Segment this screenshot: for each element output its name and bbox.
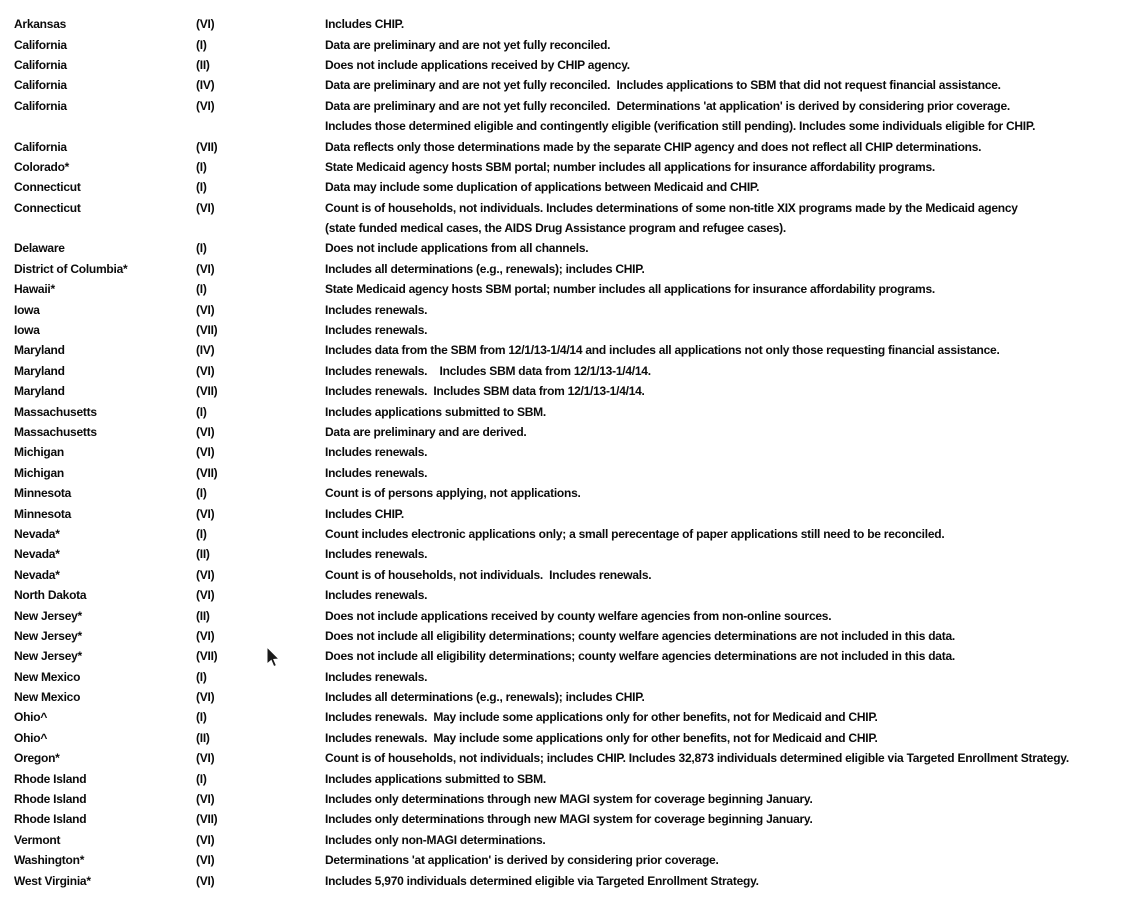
row-line	[0, 401, 1140, 421]
table-row	[0, 136, 1140, 156]
note-cell: Data reflects only those determinations made by the separate CHIP agency and does not reflect all CHIP determinations.	[325, 139, 982, 154]
state-cell: Rhode Island	[14, 812, 87, 827]
table-row	[0, 320, 1140, 340]
row-line	[0, 728, 1140, 748]
row-continuation-line	[0, 116, 1140, 136]
state-cell: Rhode Island	[14, 771, 87, 786]
state-cell: New Jersey*	[14, 628, 82, 643]
row-line	[0, 524, 1140, 544]
table-row	[0, 198, 1140, 239]
reference-code-cell: (I)	[196, 159, 207, 174]
reference-code-cell: (II)	[196, 57, 210, 72]
state-cell: Delaware	[14, 241, 65, 256]
table-row	[0, 503, 1140, 523]
reference-code-cell: (VI)	[196, 792, 215, 807]
row-line	[0, 136, 1140, 156]
state-cell: New Mexico	[14, 669, 81, 684]
note-cell: Includes renewals.	[325, 465, 428, 480]
state-cell: District of Columbia*	[14, 261, 128, 276]
reference-code-cell: (I)	[196, 526, 207, 541]
state-cell: New Jersey*	[14, 608, 82, 623]
reference-code-cell: (I)	[196, 180, 207, 195]
row-line	[0, 463, 1140, 483]
row-line	[0, 483, 1140, 503]
reference-code-cell: (I)	[196, 404, 207, 419]
table-row	[0, 748, 1140, 768]
note-cell: Determinations 'at application' is derived by considering prior coverage.	[325, 853, 719, 868]
reference-code-cell: (I)	[196, 282, 207, 297]
note-cell: Includes only non-MAGI determinations.	[325, 832, 546, 847]
note-cell: Includes CHIP.	[325, 17, 404, 32]
state-cell: Ohio^	[14, 730, 48, 745]
row-line	[0, 279, 1140, 299]
row-line	[0, 340, 1140, 360]
state-cell: California	[14, 78, 67, 93]
reference-code-cell: (VI)	[196, 751, 215, 766]
row-line	[0, 544, 1140, 564]
state-cell: Connecticut	[14, 180, 81, 195]
row-line	[0, 320, 1140, 340]
note-cell: Count includes electronic applications only; a small perecentage of paper applications still need to be reconciled.	[325, 526, 945, 541]
state-cell: Nevada*	[14, 547, 60, 562]
note-cell: Includes those determined eligible and contingently eligible (verification still pending). Includes some individuals eligible for CHIP.	[325, 119, 1036, 134]
reference-code-cell: (VI)	[196, 98, 215, 113]
row-line	[0, 687, 1140, 707]
table-row	[0, 55, 1140, 75]
table-row	[0, 259, 1140, 279]
reference-code-cell: (I)	[196, 669, 207, 684]
row-line	[0, 238, 1140, 258]
table-row	[0, 401, 1140, 421]
note-cell: State Medicaid agency hosts SBM portal; number includes all applications for insurance affordability programs.	[325, 282, 935, 297]
table-row	[0, 524, 1140, 544]
reference-code-cell: (I)	[196, 37, 207, 52]
note-cell: Includes renewals.	[325, 588, 428, 603]
row-line	[0, 830, 1140, 850]
row-line	[0, 75, 1140, 95]
reference-code-cell: (VI)	[196, 567, 215, 582]
note-cell: Includes renewals. Includes SBM data from 12/1/13-1/4/14.	[325, 363, 651, 378]
state-cell: Colorado*	[14, 159, 70, 174]
table-row	[0, 361, 1140, 381]
reference-code-cell: (VI)	[196, 588, 215, 603]
note-cell: Includes applications submitted to SBM.	[325, 404, 546, 419]
note-cell: Data are preliminary and are derived.	[325, 425, 527, 439]
row-line	[0, 870, 1140, 890]
reference-code-cell: (VI)	[196, 363, 215, 378]
table-row	[0, 789, 1140, 809]
row-line	[0, 809, 1140, 829]
reference-code-cell: (IV)	[196, 78, 215, 93]
table-row	[0, 667, 1140, 687]
state-cell: New Jersey*	[14, 649, 82, 664]
row-line	[0, 259, 1140, 279]
state-cell: Connecticut	[14, 200, 81, 215]
reference-code-cell: (IV)	[196, 343, 215, 358]
table-row	[0, 707, 1140, 727]
reference-code-cell: (VI)	[196, 690, 215, 705]
note-cell: Data are preliminary and are not yet fully reconciled. Determinations 'at application' is derived by considering prior coverage.	[325, 98, 1011, 113]
row-line	[0, 34, 1140, 54]
state-cell: Maryland	[14, 384, 65, 399]
row-line	[0, 299, 1140, 319]
table-row	[0, 299, 1140, 319]
note-cell: State Medicaid agency hosts SBM portal; number includes all applications for insurance affordability programs.	[325, 159, 935, 174]
row-line	[0, 442, 1140, 462]
table-row	[0, 238, 1140, 258]
note-cell: Does not include applications from all channels.	[325, 241, 589, 256]
note-cell: (state funded medical cases, the AIDS Drug Assistance program and refugee cases).	[325, 221, 787, 236]
state-cell: Maryland	[14, 363, 65, 378]
table-row	[0, 687, 1140, 707]
note-cell: Count is of persons applying, not applications.	[325, 486, 581, 501]
table-row	[0, 483, 1140, 503]
row-line	[0, 503, 1140, 523]
row-line	[0, 646, 1140, 666]
state-cell: Rhode Island	[14, 792, 87, 807]
state-cell: Hawaii*	[14, 282, 55, 297]
row-line	[0, 361, 1140, 381]
reference-code-cell: (II)	[196, 547, 210, 562]
note-cell: Data may include some duplication of applications between Medicaid and CHIP.	[325, 180, 760, 195]
reference-code-cell: (VI)	[196, 628, 215, 643]
table-row	[0, 768, 1140, 788]
state-cell: Massachusetts	[14, 425, 97, 439]
table-row	[0, 809, 1140, 829]
row-line	[0, 789, 1140, 809]
row-line	[0, 626, 1140, 646]
row-line	[0, 748, 1140, 768]
table-row	[0, 75, 1140, 95]
reference-code-cell: (VI)	[196, 853, 215, 868]
state-cell: California	[14, 37, 67, 52]
reference-code-cell: (VII)	[196, 384, 218, 399]
table-row	[0, 381, 1140, 401]
table-row	[0, 157, 1140, 177]
note-cell: Does not include applications received by CHIP agency.	[325, 57, 630, 72]
note-cell: Data are preliminary and are not yet fully reconciled. Includes applications to SBM that did not request financial assistance.	[325, 78, 1001, 93]
note-cell: Includes renewals. May include some applications only for other benefits, not for Medicaid and CHIP.	[325, 710, 878, 725]
note-cell: Does not include all eligibility determinations; county welfare agencies determinations are not included in this data.	[325, 649, 955, 664]
state-cell: Arkansas	[14, 17, 67, 32]
table-row	[0, 422, 1140, 442]
state-cell: Vermont	[14, 832, 61, 847]
row-line	[0, 157, 1140, 177]
note-cell: Includes renewals.	[325, 669, 428, 684]
state-cell: Minnesota	[14, 506, 72, 521]
reference-code-cell: (VII)	[196, 323, 218, 338]
reference-code-cell: (VI)	[196, 17, 215, 32]
reference-code-cell: (II)	[196, 608, 210, 623]
note-cell: Includes CHIP.	[325, 506, 404, 521]
table-row	[0, 34, 1140, 54]
state-cell: Minnesota	[14, 486, 72, 501]
table-row	[0, 605, 1140, 625]
table-row	[0, 14, 1140, 34]
state-cell: Michigan	[14, 465, 65, 480]
note-cell: Count is of households, not individuals. Includes renewals.	[325, 567, 652, 582]
reference-code-cell: (I)	[196, 486, 207, 501]
table-row	[0, 870, 1140, 890]
table-row	[0, 544, 1140, 564]
state-cell: New Mexico	[14, 690, 81, 705]
state-cell: Washington*	[14, 853, 85, 868]
row-line	[0, 422, 1140, 442]
table-row	[0, 463, 1140, 483]
reference-code-cell: (I)	[196, 710, 207, 725]
row-line	[0, 850, 1140, 870]
note-cell: Includes only determinations through new MAGI system for coverage beginning January.	[325, 812, 813, 827]
reference-code-cell: (VI)	[196, 425, 215, 439]
reference-code-cell: (VI)	[196, 832, 215, 847]
reference-code-cell: (VII)	[196, 139, 218, 154]
reference-code-cell: (VII)	[196, 465, 218, 480]
reference-code-cell: (I)	[196, 771, 207, 786]
table-row	[0, 565, 1140, 585]
table-row	[0, 646, 1140, 666]
reference-code-cell: (VI)	[196, 200, 215, 215]
note-cell: Includes renewals.	[325, 302, 428, 317]
reference-code-cell: (VI)	[196, 302, 215, 317]
table-row	[0, 279, 1140, 299]
row-line	[0, 565, 1140, 585]
reference-code-cell: (VI)	[196, 506, 215, 521]
row-line	[0, 198, 1140, 218]
row-line	[0, 605, 1140, 625]
reference-code-cell: (II)	[196, 730, 210, 745]
state-cell: Michigan	[14, 445, 65, 460]
reference-code-cell: (VII)	[196, 812, 218, 827]
note-cell: Data are preliminary and are not yet fully reconciled.	[325, 37, 611, 52]
state-cell: Massachusetts	[14, 404, 97, 419]
table-row	[0, 850, 1140, 870]
row-continuation-line	[0, 218, 1140, 238]
note-cell: Includes renewals.	[325, 547, 428, 562]
table-row	[0, 96, 1140, 137]
note-cell: Count is of households, not individuals. Includes determinations of some non-title XIX programs made by the Medicaid agency	[325, 200, 1018, 215]
state-cell: California	[14, 98, 67, 113]
row-line	[0, 768, 1140, 788]
footnotes-table	[0, 14, 1140, 891]
state-cell: California	[14, 139, 67, 154]
note-cell: Includes all determinations (e.g., renewals); includes CHIP.	[325, 261, 645, 276]
state-cell: Ohio^	[14, 710, 48, 725]
note-cell: Does not include applications received by county welfare agencies from non-online sources.	[325, 608, 832, 623]
note-cell: Does not include all eligibility determinations; county welfare agencies determinations are not included in this data.	[325, 628, 955, 643]
table-row	[0, 830, 1140, 850]
state-cell: Maryland	[14, 343, 65, 358]
state-cell: Iowa	[14, 323, 40, 338]
reference-code-cell: (I)	[196, 241, 207, 256]
state-cell: North Dakota	[14, 588, 87, 603]
state-cell: West Virginia*	[14, 873, 91, 888]
reference-code-cell: (VI)	[196, 873, 215, 888]
note-cell: Includes renewals.	[325, 445, 428, 460]
note-cell: Includes data from the SBM from 12/1/13-1/4/14 and includes all applications not only those requesting financial assistance.	[325, 343, 1000, 358]
table-row	[0, 728, 1140, 748]
note-cell: Includes renewals. Includes SBM data from 12/1/13-1/4/14.	[325, 384, 645, 399]
table-row	[0, 177, 1140, 197]
reference-code-cell: (VI)	[196, 261, 215, 276]
note-cell: Includes all determinations (e.g., renewals); includes CHIP.	[325, 690, 645, 705]
note-cell: Includes only determinations through new MAGI system for coverage beginning January.	[325, 792, 813, 807]
table-row	[0, 442, 1140, 462]
row-line	[0, 177, 1140, 197]
table-row	[0, 585, 1140, 605]
note-cell: Includes renewals.	[325, 323, 428, 338]
row-line	[0, 96, 1140, 116]
row-line	[0, 14, 1140, 34]
row-line	[0, 381, 1140, 401]
row-line	[0, 55, 1140, 75]
note-cell: Includes renewals. May include some applications only for other benefits, not for Medicaid and CHIP.	[325, 730, 878, 745]
row-line	[0, 707, 1140, 727]
row-line	[0, 585, 1140, 605]
note-cell: Includes applications submitted to SBM.	[325, 771, 546, 786]
state-cell: Iowa	[14, 302, 40, 317]
note-cell: Count is of households, not individuals; includes CHIP. Includes 32,873 individuals determined eligible via Targeted Enrollment Strategy.	[325, 751, 1069, 766]
state-cell: California	[14, 57, 67, 72]
table-row	[0, 340, 1140, 360]
state-cell: Oregon*	[14, 751, 60, 766]
note-cell: Includes 5,970 individuals determined eligible via Targeted Enrollment Strategy.	[325, 873, 759, 888]
reference-code-cell: (VI)	[196, 445, 215, 460]
reference-code-cell: (VII)	[196, 649, 218, 664]
table-row	[0, 626, 1140, 646]
state-cell: Nevada*	[14, 526, 60, 541]
state-cell: Nevada*	[14, 567, 60, 582]
row-line	[0, 667, 1140, 687]
